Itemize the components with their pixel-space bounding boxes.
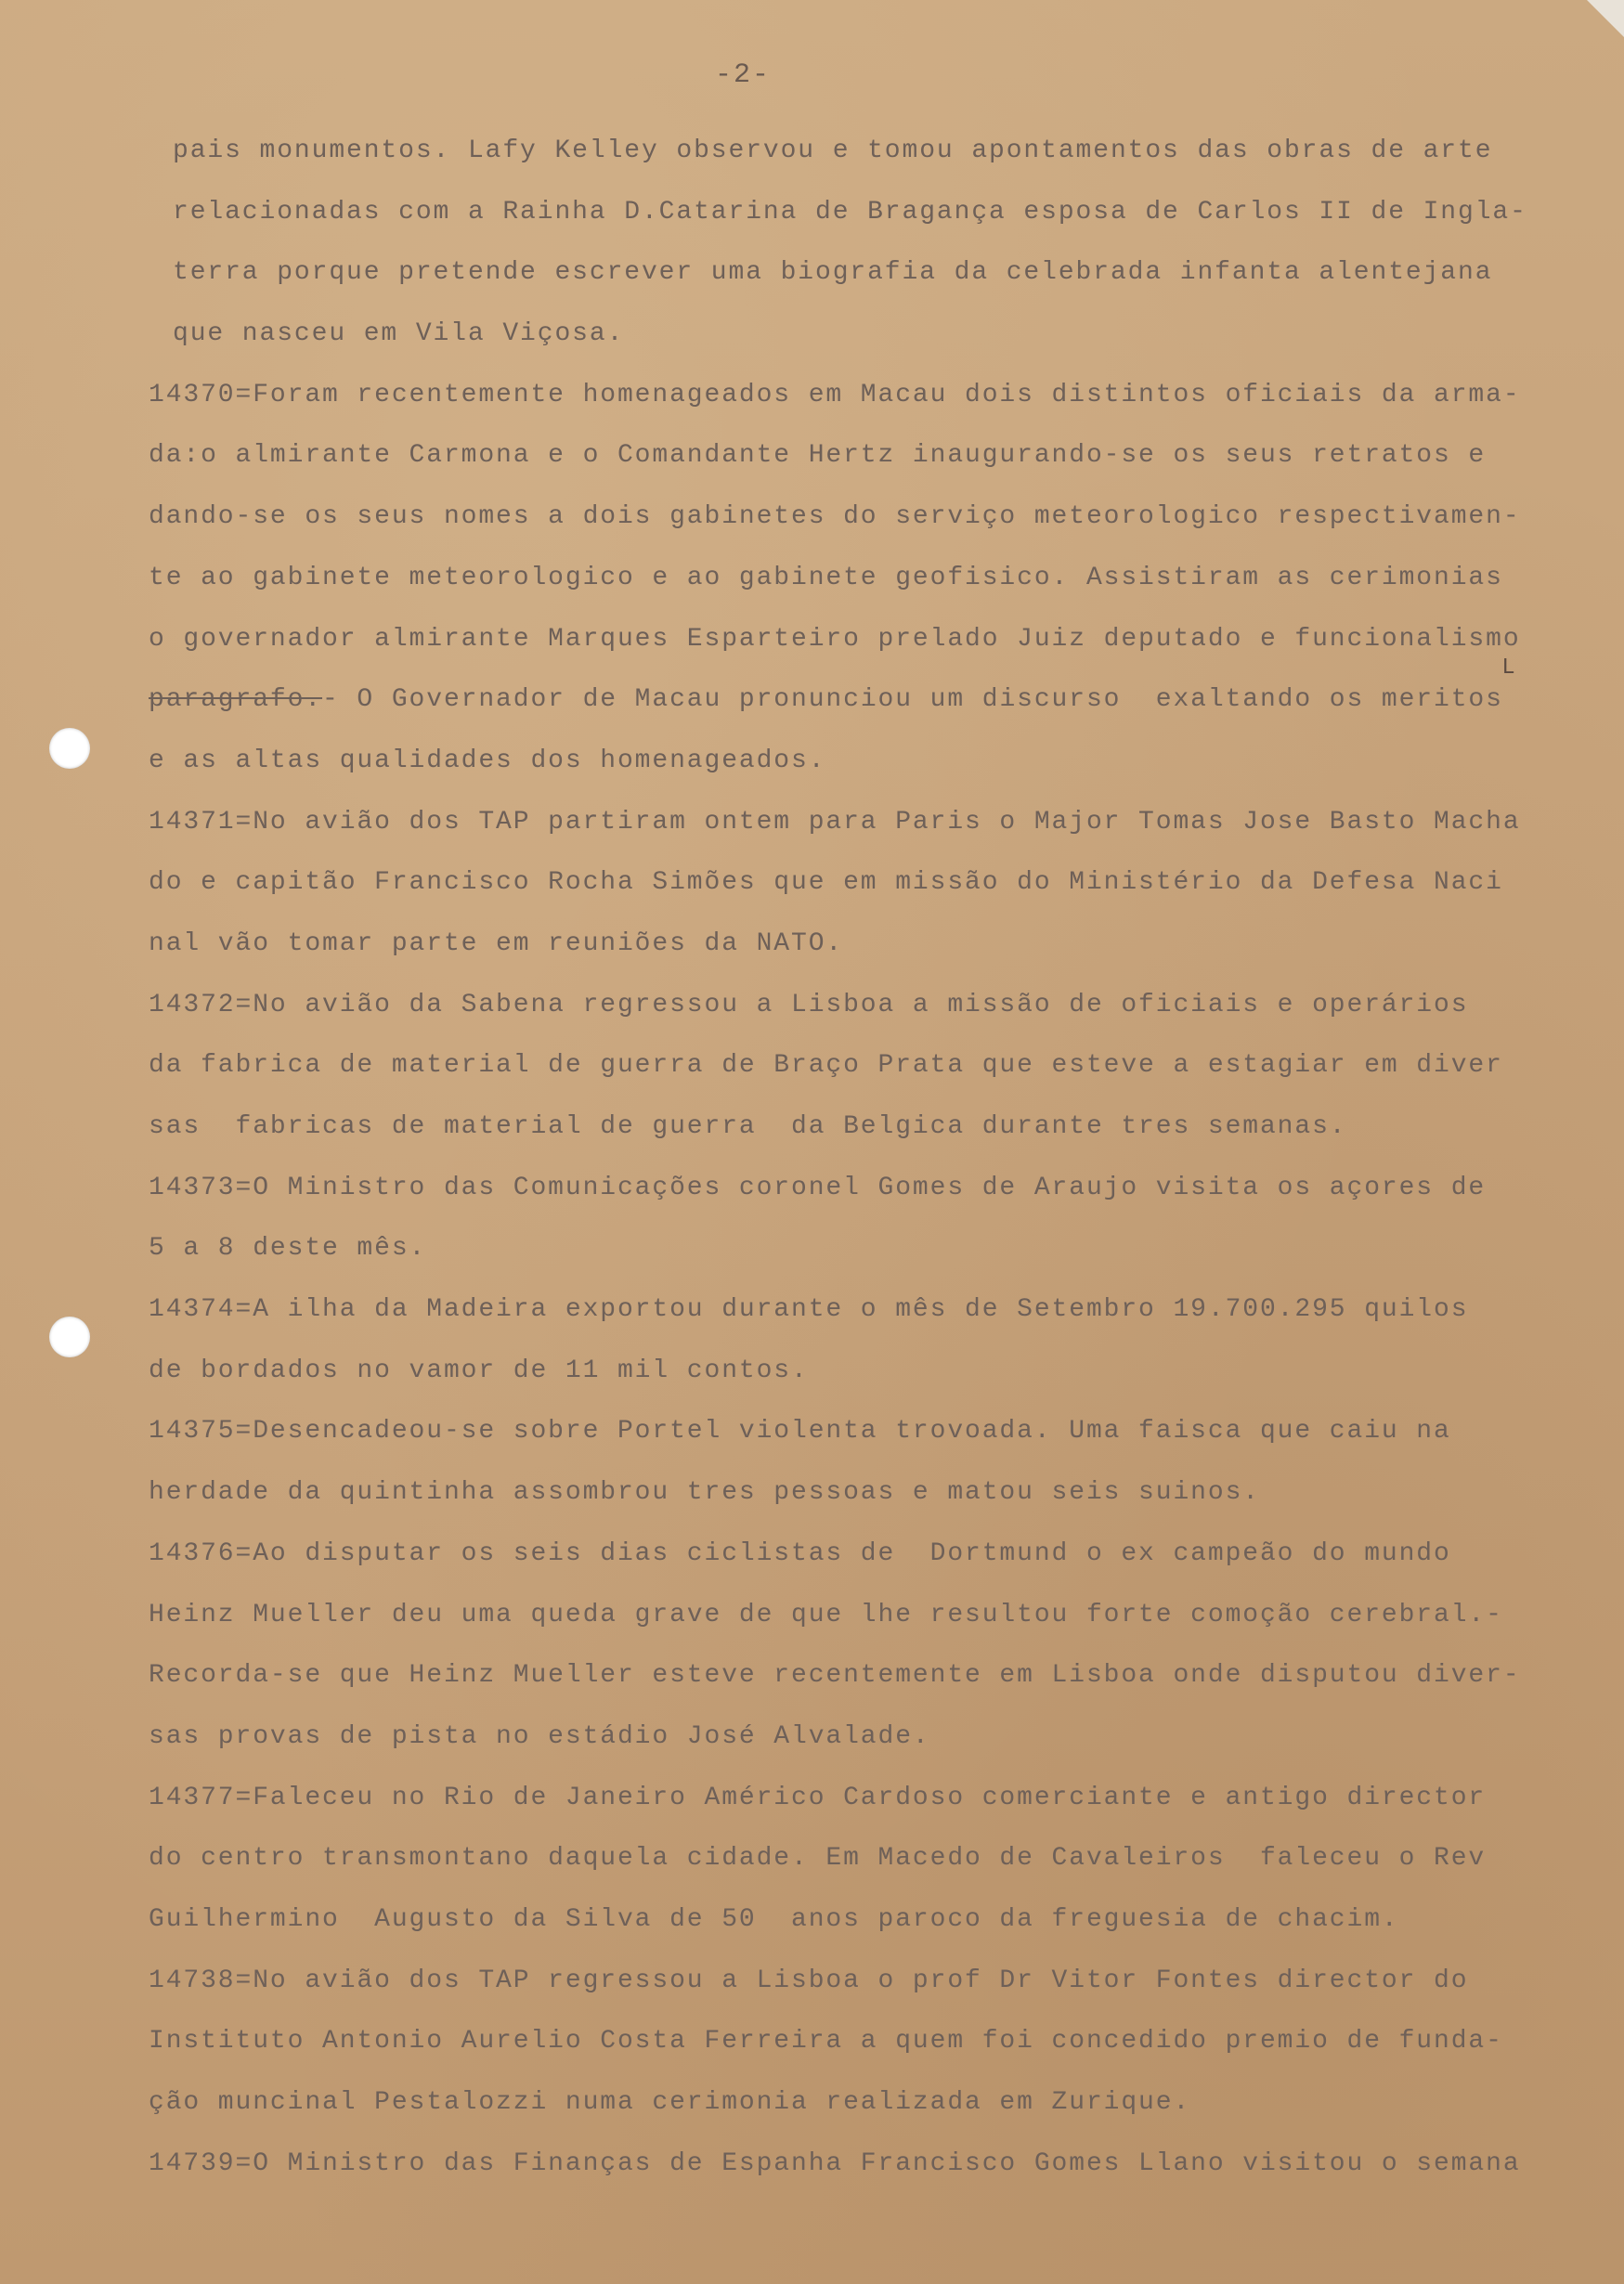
text-line: e as altas qualidades dos homenageados. bbox=[149, 746, 826, 775]
text-line: 5 a 8 deste mês. bbox=[149, 1234, 427, 1264]
text-line: sas provas de pista no estádio José Alvalade. bbox=[149, 1721, 930, 1751]
text-line: 14371=No avião dos TAP partiram ontem para Paris o Major Tomas Jose Basto Macha bbox=[149, 807, 1521, 837]
text-line-rest: - O Governador de Macau pronunciou um discurso exaltando os meritos bbox=[322, 685, 1503, 715]
text-line: do e capitão Francisco Rocha Simões que em missão do Ministério da Defesa Naci bbox=[149, 868, 1503, 898]
typed-text-body bbox=[149, 121, 1579, 2194]
struck-out-text: paragrafo. bbox=[149, 685, 323, 715]
text-line: 14739=O Ministro das Finanças de Espanha Francisco Gomes Llano visitou o semana bbox=[149, 2148, 1521, 2178]
text-line: Guilhermino Augusto da Silva de 50 anos paroco da freguesia de chacim. bbox=[149, 1904, 1399, 1934]
text-line: ção muncinal Pestalozzi numa cerimonia realizada em Zurique. bbox=[149, 2088, 1191, 2117]
text-line: 14377=Faleceu no Rio de Janeiro Américo Cardoso comerciante e antigo director bbox=[149, 1783, 1487, 1812]
punch-hole-top bbox=[49, 728, 90, 769]
text-line: nal vão tomar parte em reuniões da NATO. bbox=[149, 928, 844, 958]
text-line: 14373=O Ministro das Comunicações coronel Gomes de Araujo visita os açores de bbox=[149, 1173, 1487, 1202]
text-line: te ao gabinete meteorologico e ao gabinete geofisico. Assistiram as cerimonias bbox=[149, 563, 1503, 592]
text-line: 14374=A ilha da Madeira exportou durante o mês de Setembro 19.700.295 quilos bbox=[149, 1295, 1469, 1325]
text-line: 14375=Desencadeou-se sobre Portel violenta trovoada. Uma faisca que caiu na bbox=[149, 1417, 1451, 1447]
text-line: o governador almirante Marques Esparteiro prelado Juiz deputado e funcionalismo bbox=[149, 624, 1521, 654]
handwritten-mark-icon: ᒪ bbox=[1502, 655, 1514, 679]
text-line: relacionadas com a Rainha D.Catarina de Bragança esposa de Carlos II de Ingla- bbox=[173, 197, 1527, 227]
text-line: da:o almirante Carmona e o Comandante Hertz inaugurando-se os seus retratos e bbox=[149, 441, 1487, 471]
punch-hole-bottom bbox=[49, 1317, 90, 1357]
text-line: 14376=Ao disputar os seis dias ciclistas de Dortmund o ex campeão do mundo bbox=[149, 1538, 1451, 1568]
text-line: pais monumentos. Lafy Kelley observou e tomou apontamentos das obras de arte bbox=[173, 136, 1493, 165]
text-line: Instituto Antonio Aurelio Costa Ferreira a quem foi concedido premio de funda- bbox=[149, 2027, 1503, 2057]
text-line: 14370=Foram recentemente homenageados em Macau dois distintos oficiais da arma- bbox=[149, 380, 1521, 409]
text-line: 14738=No avião dos TAP regressou a Lisboa o prof Dr Vitor Fontes director do bbox=[149, 1966, 1469, 1995]
text-line: sas fabricas de material de guerra da Belgica durante tres semanas. bbox=[149, 1112, 1347, 1141]
text-line: Recorda-se que Heinz Mueller esteve recentemente em Lisboa onde disputou diver- bbox=[149, 1661, 1521, 1691]
text-line: 14372=No avião da Sabena regressou a Lisboa a missão de oficiais e operários bbox=[149, 990, 1469, 1019]
text-line: da fabrica de material de guerra de Braço Prata que esteve a estagiar em diver bbox=[149, 1051, 1503, 1081]
folded-corner bbox=[1587, 0, 1624, 37]
page-number: -2- bbox=[714, 59, 771, 91]
text-line: terra porque pretende escrever uma biografia da celebrada infanta alentejana bbox=[173, 258, 1493, 288]
text-line: que nasceu em Vila Viçosa. bbox=[173, 319, 625, 349]
text-line: de bordados no vamor de 11 mil contos. bbox=[149, 1356, 809, 1385]
text-line: Heinz Mueller deu uma queda grave de que lhe resultou forte comoção cerebral.- bbox=[149, 1600, 1503, 1629]
text-line bbox=[149, 669, 1579, 731]
text-line: dando-se os seus nomes a dois gabinetes do serviço meteorologico respectivamen- bbox=[149, 502, 1521, 532]
text-line: herdade da quintinha assombrou tres pessoas e matou seis suinos. bbox=[149, 1478, 1260, 1508]
text-line: do centro transmontano daquela cidade. Em Macedo de Cavaleiros faleceu o Rev bbox=[149, 1844, 1487, 1874]
